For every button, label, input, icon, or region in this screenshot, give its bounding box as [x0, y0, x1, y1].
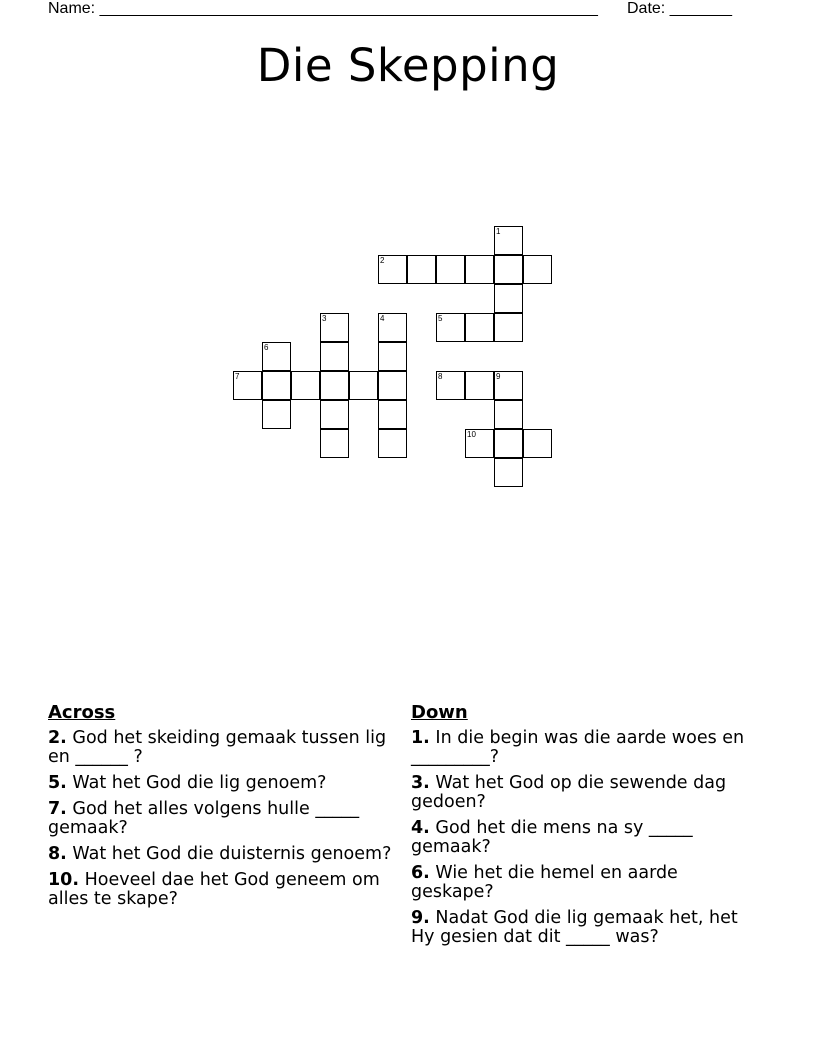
- crossword-cell[interactable]: [349, 371, 378, 400]
- crossword-cell[interactable]: [523, 429, 552, 458]
- crossword-cell[interactable]: [320, 400, 349, 429]
- crossword-cell[interactable]: [262, 342, 291, 371]
- crossword-cell[interactable]: [320, 313, 349, 342]
- crossword-cell[interactable]: [465, 255, 494, 284]
- crossword-cell[interactable]: [320, 342, 349, 371]
- cell-number: 7: [235, 372, 240, 381]
- clue-down: 9. Nadat God die lig gemaak het, het Hy gesien dat dit _____ was?: [411, 908, 738, 947]
- crossword-cell[interactable]: [233, 371, 262, 400]
- crossword-cell[interactable]: [262, 371, 291, 400]
- crossword-cell[interactable]: [523, 255, 552, 284]
- across-heading: Across: [48, 702, 116, 723]
- down-clues: [411, 703, 761, 954]
- crossword-cell[interactable]: [378, 371, 407, 400]
- crossword-cell[interactable]: [494, 371, 523, 400]
- page-title: Die Skepping: [256, 39, 560, 92]
- cell-number: 2: [380, 256, 385, 265]
- crossword-cell[interactable]: [494, 284, 523, 313]
- cell-number: 3: [322, 314, 327, 323]
- clue-across: 8. Wat het God die duisternis genoem?: [48, 844, 392, 864]
- clue-down: 6. Wie het die hemel en aarde geskape?: [411, 863, 678, 902]
- cell-number: 1: [496, 227, 501, 236]
- crossword-cell[interactable]: [320, 429, 349, 458]
- crossword-cell[interactable]: [494, 226, 523, 255]
- cell-number: 9: [496, 372, 501, 381]
- crossword-cell[interactable]: [436, 313, 465, 342]
- crossword-cell[interactable]: [407, 255, 436, 284]
- crossword-cell[interactable]: [465, 429, 494, 458]
- crossword-cell[interactable]: [494, 458, 523, 487]
- name-field-label: Name: ________________________________________________________: [48, 0, 598, 17]
- crossword-cell[interactable]: [378, 429, 407, 458]
- cell-number: 6: [264, 343, 269, 352]
- crossword-cell[interactable]: [378, 313, 407, 342]
- crossword-cell[interactable]: [465, 371, 494, 400]
- date-field-label: Date: _______: [627, 0, 732, 17]
- crossword-cell[interactable]: [494, 313, 523, 342]
- crossword-cell[interactable]: [320, 371, 349, 400]
- clue-across: 2. God het skeiding gemaak tussen lig en ______ ?: [48, 728, 387, 767]
- cell-number: 10: [467, 430, 476, 439]
- down-heading: Down: [411, 702, 468, 723]
- crossword-cell[interactable]: [494, 429, 523, 458]
- across-clues: [48, 703, 398, 916]
- clue-down: 3. Wat het God op die sewende dag gedoen?: [411, 773, 727, 812]
- clue-down: 4. God het die mens na sy _____ gemaak?: [411, 818, 693, 857]
- crossword-cell[interactable]: [262, 400, 291, 429]
- cell-number: 5: [438, 314, 443, 323]
- crossword-cell[interactable]: [291, 371, 320, 400]
- cell-number: 8: [438, 372, 443, 381]
- clue-across: 5. Wat het God die lig genoem?: [48, 773, 327, 793]
- crossword-cell[interactable]: [494, 400, 523, 429]
- clue-down: 1. In die begin was die aarde woes en _________?: [411, 728, 745, 767]
- clue-across: 10. Hoeveel dae het God geneem om alles te skape?: [48, 870, 380, 909]
- crossword-cell[interactable]: [465, 313, 494, 342]
- clue-across: 7. God het alles volgens hulle _____ gemaak?: [48, 799, 360, 838]
- crossword-cell[interactable]: [436, 255, 465, 284]
- crossword-cell[interactable]: [378, 400, 407, 429]
- crossword-cell[interactable]: [436, 371, 465, 400]
- crossword-cell[interactable]: [378, 342, 407, 371]
- crossword-cell[interactable]: [378, 255, 407, 284]
- cell-number: 4: [380, 314, 385, 323]
- crossword-cell[interactable]: [494, 255, 523, 284]
